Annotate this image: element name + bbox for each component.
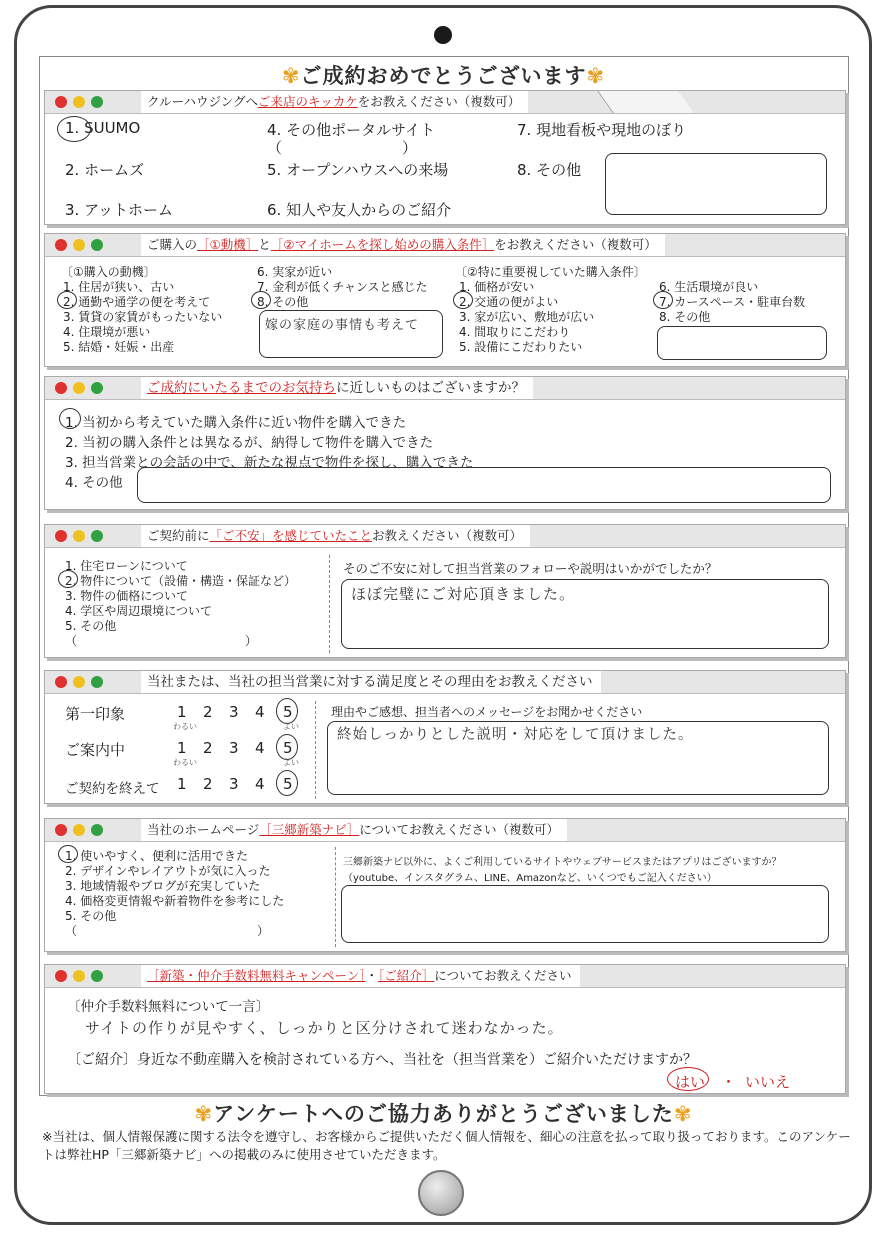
feeling-option[interactable]: 4. その他 [65,475,123,491]
condition-option[interactable]: 1. 価格が安い [459,280,535,294]
rating-1[interactable]: 1 [177,703,187,721]
yellow-dot-icon [73,970,85,982]
other-input-box[interactable] [137,467,831,503]
yellow-dot-icon [73,239,85,251]
referral-no[interactable]: いいえ [745,1073,791,1091]
section-header [45,671,845,694]
concern-option[interactable]: 5. その他 [65,619,117,633]
rating-2[interactable]: 2 [203,775,213,793]
selection-circle [453,291,473,309]
concern-option[interactable]: 1. 住宅ローンについて [65,559,188,573]
option-open-house[interactable]: 5. オープンハウスへの来場 [267,161,449,179]
rating-4[interactable]: 4 [255,703,265,721]
red-dot-icon [55,382,67,394]
page-title: ✾ご成約おめでとうございます✾ [281,64,606,88]
green-dot-icon [91,530,103,542]
camera-icon [434,26,452,44]
condition-option[interactable]: 6. 生活環境が良い [659,280,759,294]
yellow-dot-icon [73,382,85,394]
motivation-option[interactable]: 5. 結婚・妊娠・出産 [63,340,175,354]
flower-icon: ✾ [673,1102,693,1126]
red-dot-icon [55,676,67,688]
feeling-option[interactable]: 3. 担当営業との会話の中で、新たな視点で物件を探し、購入できた [65,455,474,471]
handwritten-message: 終始しっかりとした説明・対応をして頂けました。 [337,727,694,743]
green-dot-icon [91,239,103,251]
selection-circle [58,845,78,863]
homepage-option[interactable]: 2. デザインやレイアウトが気に入った [65,864,271,878]
section-question: ご購入の［①動機］と［②マイホームを探し始めの購入条件］をお教えください（複数可） [141,234,665,256]
rating-1[interactable]: 1 [177,775,187,793]
option-athome[interactable]: 3. アットホーム [65,201,174,219]
option-other[interactable]: 8. その他 [517,161,582,179]
message-question: 理由やご感想、担当者へのメッセージをお聞かせください [331,705,643,719]
flower-icon: ✾ [281,64,301,88]
option-homes[interactable]: 2. ホームズ [65,161,145,179]
motivation-option[interactable]: 4. 住環境が悪い [63,325,151,339]
option-other-portal[interactable]: 4. その他ポータルサイト [267,121,436,139]
red-dot-icon [55,970,67,982]
handwritten-fee-comment: サイトの作りが見やすく、しっかりと区分けされて迷わなかった。 [85,1019,564,1037]
red-dot-icon [55,96,67,108]
tab-tail [597,91,693,113]
motivation-option[interactable]: 1. 住居が狭い、古い [63,280,175,294]
green-dot-icon [91,970,103,982]
condition-option[interactable]: 8. その他 [659,310,711,324]
homepage-option[interactable]: 5. その他 [65,909,117,923]
selection-circle [667,1067,709,1091]
divider [315,701,316,799]
yellow-dot-icon [73,824,85,836]
section-header [45,234,845,257]
motivation-option[interactable]: 7. 金利が低くチャンスと感じた [257,280,428,294]
homepage-other-field[interactable]: （ ） [65,924,270,938]
motivation-option[interactable]: 6. 実家が近い [257,265,333,279]
condition-option[interactable]: 5. 設備にこだわりたい [459,340,583,354]
referral-question: 〔ご紹介〕身近な不動産購入を検討されている方へ、当社を（担当営業を）ご紹介いただけますか？ [67,1052,697,1068]
section-visit-trigger [44,90,846,225]
rating-2[interactable]: 2 [203,703,213,721]
selection-circle [57,291,77,309]
scale-bad-label: わるい [173,722,197,731]
selection-circle [58,570,78,588]
rating-5[interactable]: 5 [283,739,293,757]
section-question: ご契約前に「ご不安」を感じていたことお教えください（複数可） [141,525,530,547]
rating-3[interactable]: 3 [229,703,239,721]
section-concerns [44,524,846,658]
rating-5[interactable]: 5 [283,775,293,793]
closing-message: ✾アンケートへのご協力ありがとうございました✾ [194,1102,693,1126]
section-question: 当社のホームページ［三郷新築ナビ］についてお教えください（複数可） [141,819,567,841]
rating-row-label: ご案内中 [65,741,126,759]
feeling-option[interactable]: 2. 当初の購入条件とは異なるが、納得して物件を購入できた [65,435,434,451]
section-campaign [44,964,846,1094]
yellow-dot-icon [73,530,85,542]
condition-option[interactable]: 4. 間取りにこだわり [459,325,571,339]
motivation-heading: 〔①購入の動機〕 [61,265,156,279]
rating-4[interactable]: 4 [255,775,265,793]
green-dot-icon [91,382,103,394]
other-sites-hint: （youtube、インスタグラム、LINE、Amazonなど、いくつでもご記入ください） [343,873,717,884]
flower-icon: ✾ [194,1102,214,1126]
concern-option[interactable]: 3. 物件の価格について [65,589,189,603]
section-question: クルーハウジングへご来店のキッカケをお教えください（複数可） [141,91,528,113]
green-dot-icon [91,96,103,108]
red-dot-icon [55,530,67,542]
rating-3[interactable]: 3 [229,739,239,757]
referral-separator: ・ [721,1073,737,1091]
green-dot-icon [91,676,103,688]
condition-option[interactable]: 7. カースペース・駐車台数 [659,295,806,309]
feeling-option[interactable]: 1. 当初から考えていた購入条件に近い物件を購入できた [65,415,407,431]
section-feelings [44,376,846,510]
scale-good-label: よい [283,758,299,767]
condition-option[interactable]: 2. 交通の便がよい [459,295,559,309]
rating-3[interactable]: 3 [229,775,239,793]
selection-circle [59,408,81,429]
selection-circle [57,116,91,142]
option-other-portal-field[interactable]: （ ） [267,139,418,157]
condition-heading: 〔②特に重要視していた購入条件〕 [455,265,646,279]
concern-other-field[interactable]: （ ） [65,634,258,648]
section-motivation [44,233,846,367]
other-input-box[interactable] [657,326,827,360]
home-button[interactable] [418,1170,464,1216]
section-header [45,525,845,548]
fee-comment-heading: 〔仲介手数料無料について一言〕 [67,999,270,1015]
privacy-note: ※当社は、個人情報保護に関する法令を遵守し、お客様からご提供いただく個人情報を、細心の注意を払って取り扱っております。このアンケートは弊社HP「三郷新築ナビ」への掲載のみに使用させていただきます。 [42,1129,851,1162]
selection-circle [653,291,673,309]
red-dot-icon [55,239,67,251]
flower-icon: ✾ [586,64,606,88]
red-dot-icon [55,824,67,836]
section-header [45,965,845,988]
other-sites-input-box[interactable] [341,885,829,943]
handwritten-follow-up-answer: ほぼ完璧にご対応頂きました。 [351,585,576,603]
section-header [45,377,845,400]
homepage-option[interactable]: 1. 使いやすく、便利に活用できた [65,849,249,863]
handwritten-other-reason: 嫁の家庭の事情も考えて [265,318,420,333]
condition-option[interactable]: 3. 家が広い、敷地が広い [459,310,595,324]
scale-bad-label: わるい [173,758,197,767]
rating-5[interactable]: 5 [283,703,293,721]
section-question: 当社または、当社の担当営業に対する満足度とその理由をお教えください [141,671,601,693]
section-header [45,819,845,842]
divider [335,847,336,947]
concern-option[interactable]: 2. 物件について（設備・構造・保証など） [65,574,297,588]
rating-1[interactable]: 1 [177,739,187,757]
referral-yes[interactable]: はい [675,1073,706,1091]
section-question: ［新築・仲介手数料無料キャンペーン］・［ご紹介］についてお教えください [141,965,580,987]
yellow-dot-icon [73,676,85,688]
homepage-option[interactable]: 3. 地域情報やブログが充実していた [65,879,261,893]
option-signboard[interactable]: 7. 現地看板や現地のぼり [517,121,687,139]
motivation-option[interactable]: 3. 賃貸の家賃がもったいない [63,310,223,324]
motivation-option[interactable]: 8. その他 [257,295,309,309]
section-homepage [44,818,846,952]
follow-up-question: そのご不安に対して担当営業のフォローや説明はいかがでしたか？ [343,561,718,576]
motivation-option[interactable]: 2. 通勤や通学の便を考えて [63,295,211,309]
rating-row-label: 第一印象 [65,705,126,723]
selection-circle [251,291,271,309]
yellow-dot-icon [73,96,85,108]
green-dot-icon [91,824,103,836]
other-sites-question: 三郷新築ナビ以外に、よくご利用しているサイトやウェブサービスまたはアプリはございますか？ [343,857,782,868]
rating-row-label: ご契約を終えて [65,781,160,797]
homepage-option[interactable]: 4. 価格変更情報や新着物件を参考にした [65,894,285,908]
concern-option[interactable]: 4. 学区や周辺環境について [65,604,213,618]
divider [329,555,330,653]
option-referral[interactable]: 6. 知人や友人からのご紹介 [267,201,452,219]
section-header [45,91,845,114]
scale-good-label: よい [283,722,299,731]
rating-4[interactable]: 4 [255,739,265,757]
selection-circle [276,770,298,796]
section-satisfaction [44,670,846,804]
section-question: ご成約にいたるまでのお気持ちに近しいものはございますか？ [141,377,533,399]
other-input-box[interactable] [605,153,827,215]
option-suumo[interactable]: 1. SUUMO [65,119,141,137]
rating-2[interactable]: 2 [203,739,213,757]
